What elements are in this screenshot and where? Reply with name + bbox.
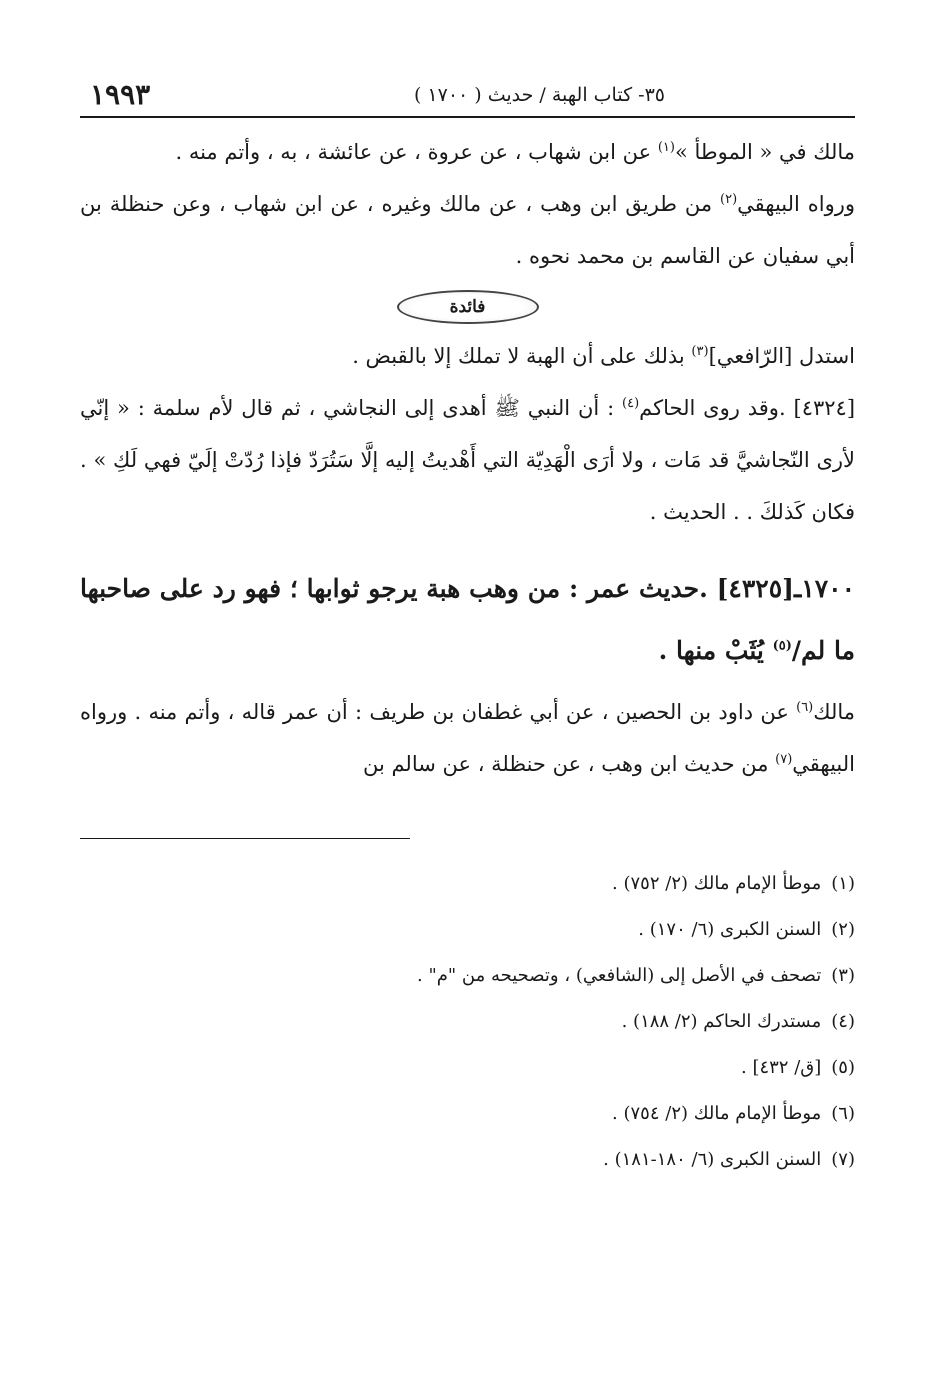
book-page	[80, 70, 855, 1183]
paragraph-rafii: استدل [الرّافعي]$^{(٣)}$ بذلك على أن الهبة لا تملك إلا بالقبض .	[352, 344, 855, 368]
paragraph-malik-dawud: مالك$^{(٦)}$ عن داود بن الحصين ، عن أبي غطفان بن طريف : أن عمر قاله ، وأتم منه . ورواه البيهقي$^{(٧)}$ من حديث ابن وهب ، عن حنظلة ، عن سالم بن	[80, 700, 855, 776]
hadith-heading: ١٧٠٠ـ[٤٣٢٥] .حديث عمر : من وهب هبة يرجو ثوابها ؛ فهو رد على صاحبها ما لم/$^{(٥)}$ يُثَبْ منها .	[80, 574, 855, 665]
footnote-4: (٤)مستدرك الحاكم (٢/ ١٨٨) .	[621, 1011, 855, 1032]
footnote-ref-3[interactable]: (٣)	[691, 344, 709, 359]
footnote-6: (٦)موطأ الإمام مالك (٢/ ٧٥٤) .	[612, 1103, 855, 1124]
footnote-ref-1[interactable]: (١)	[657, 140, 675, 155]
footnote-1: (١)موطأ الإمام مالك (٢/ ٧٥٢) .	[612, 873, 855, 894]
paragraph-hakim: [٤٣٢٤] .وقد روى الحاكم$^{(٤)}$ : أن النبي ﷺ أهدى إلى النجاشي ، ثم قال لأم سلمة : « إنّي لأرى النّجاشيَّ قد مَات ، ولا أرَى الْهَدِيّة التي أَهْديتُ إليه إلَّا سَتُرَدّ فإذا رُدّتْ إلَيّ فهي لَكِ » . فكان كَذلكَ . . الحديث .	[80, 396, 856, 524]
footnote-ref-2[interactable]: (٢)	[720, 192, 738, 207]
running-head: ٣٥- كتاب الهبة / حديث ( ١٧٠٠ )	[413, 84, 665, 106]
fayda-label: فائدة	[397, 290, 539, 324]
page-number: ١٩٩٣	[90, 78, 151, 111]
footnote-ref-5[interactable]: (٥)	[772, 638, 792, 654]
footnote-3: (٣)تصحف في الأصل إلى (الشافعي) ، وتصحيحه من "م" .	[417, 965, 855, 986]
footnote-ref-4[interactable]: (٤)	[622, 396, 640, 411]
footnotes-list	[80, 839, 855, 1183]
fayda-ornament-wrap	[80, 284, 855, 330]
footnote-5: (٥)[ق/ ٤٣٢] .	[741, 1057, 855, 1078]
footnote-ref-7[interactable]: (٧)	[775, 752, 793, 767]
page-header	[80, 70, 855, 118]
paragraph-malik-source: مالك في « الموطأ »$^{(١)}$ عن ابن شهاب ، عن عروة ، عن عائشة ، به ، وأتم منه . ورواه البيهقي$^{(٢)}$ من طريق ابن وهب ، عن مالك وغيره ، عن ابن شهاب ، وعن حنظلة بن أبي سفيان عن القاسم بن محمد نحوه .	[80, 140, 855, 268]
footnote-2: (٢)السنن الكبرى (٦/ ١٧٠) .	[638, 919, 855, 940]
footnote-7: (٧)السنن الكبرى (٦/ ١٨٠-١٨١) .	[603, 1149, 855, 1170]
footnote-ref-6[interactable]: (٦)	[796, 700, 814, 715]
footnote-divider	[80, 838, 410, 839]
